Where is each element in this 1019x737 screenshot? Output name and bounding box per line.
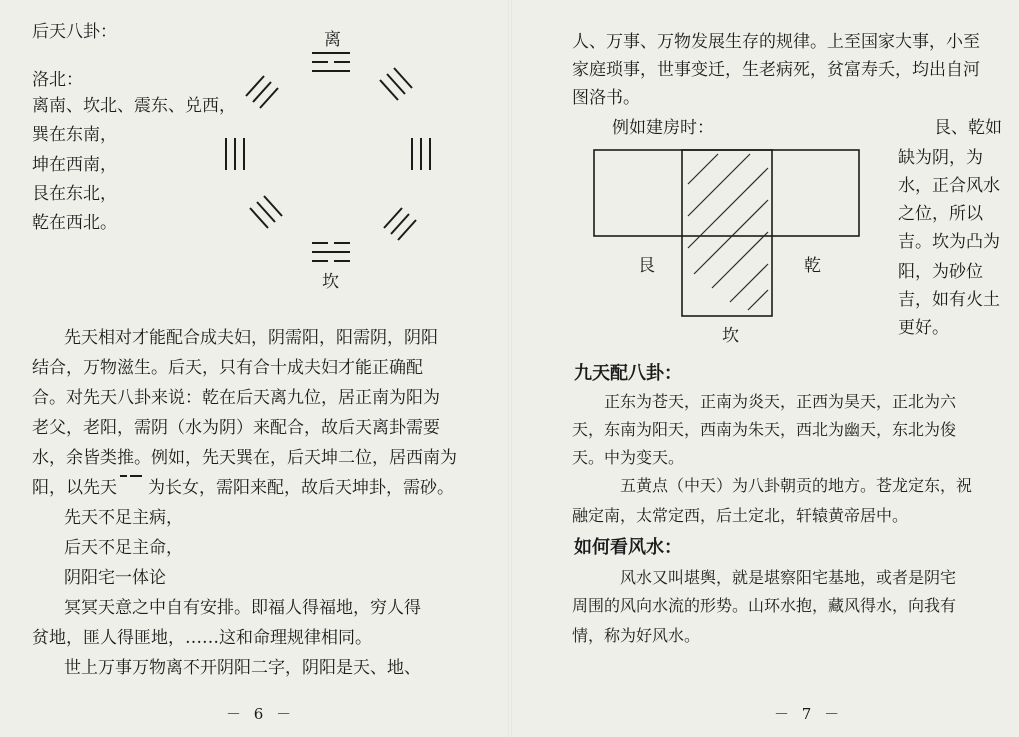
house-label-kan: 坎	[722, 326, 739, 346]
trigram-left	[226, 138, 244, 170]
side-note-line: 水，正合风水	[898, 176, 1000, 196]
right-page	[510, 0, 1019, 737]
luoshu-line: 乾在西北。	[32, 213, 117, 233]
section1-line: 正东为苍天，正南为炎天，正西为昊天，正北为六	[604, 392, 957, 411]
side-note-line: 之位，所以	[898, 204, 983, 224]
example-label: 例如建房时：	[612, 118, 714, 138]
trigram-label-li: 离	[324, 30, 341, 50]
luoshu-line: 离南、坎北、震东、兑西，	[32, 96, 236, 116]
side-note-line: 阳，为砂位	[898, 262, 983, 282]
luoshu-line: 艮在东北，	[32, 184, 117, 204]
house-diagram	[594, 150, 864, 320]
paragraph-line: 先天相对才能配合成夫妇，阴需阳，阳需阴，阴阳	[64, 328, 438, 348]
section1-line: 天。中为变天。	[572, 448, 685, 467]
section1-line: 天，东南为阳天，西南为朱天，西北为幽天，东北为俊	[572, 420, 957, 439]
house-label-gen: 艮	[638, 256, 655, 276]
paragraph-line-part: 阳，以先天	[32, 478, 117, 498]
closing-line: 冥冥天意之中自有安排。即福人得福地，穷人得	[64, 598, 421, 618]
paragraph-line: 结合，万物滋生。后天，只有合十成夫妇才能正确配	[32, 358, 423, 378]
side-note-line: 吉。坎为凸为	[898, 232, 1000, 252]
trigram-kan-bottom	[312, 243, 350, 261]
page-number: － 6 －	[226, 705, 296, 723]
section2-line: 周围的风向水流的形势。山环水抱，藏风得水，向我有	[572, 596, 957, 615]
section2-line: 风水又叫堪舆，就是堪察阳宅基地，或者是阴宅	[620, 568, 957, 587]
closing-line: 贫地，匪人得匪地，……这和命理规律相同。	[32, 628, 372, 648]
paragraph-line: 水，余皆类推。例如，先天巽在，后天坤二位，居西南为	[32, 448, 457, 468]
section1-line: 五黄点（中天）为八卦朝贡的地方。苍龙定东，祝	[620, 476, 973, 495]
trigram-upper-right	[380, 68, 412, 100]
trigram-xun-inline	[120, 474, 146, 488]
page-number: － 7 －	[774, 705, 844, 723]
verse-line: 阴阳宅一体论	[64, 568, 166, 588]
heading-houtian-bagua: 后天八卦：	[32, 22, 117, 42]
luoshu-line: 巽在东南，	[32, 125, 117, 145]
intro-line: 图洛书。	[572, 88, 640, 108]
bagua-diagram	[0, 0, 510, 320]
paragraph-line: 合。对先天八卦来说：乾在后天离九位，居正南为阳为	[32, 388, 440, 408]
verse-line: 先天不足主病，	[64, 508, 183, 528]
side-note-line: 吉，如有火土	[898, 290, 1000, 310]
verse-line: 后天不足主命，	[64, 538, 183, 558]
trigram-lower-right	[384, 208, 416, 240]
luoshu-line: 坤在西南，	[32, 155, 117, 175]
section-title-jiutian: 九天配八卦：	[574, 363, 682, 384]
side-note-line: 艮、乾如	[934, 118, 1002, 138]
paragraph-line-part: 为长女，需阳来配，故后天坤卦，需砂。	[148, 478, 454, 498]
trigram-label-kan: 坎	[322, 272, 339, 292]
paragraph-line: 老父，老阳，需阴（水为阴）来配合，故后天离卦需要	[32, 418, 440, 438]
trigram-li-north-top	[312, 53, 350, 71]
luoshu-title: 洛北：	[32, 70, 83, 90]
side-note-line: 更好。	[898, 318, 949, 338]
intro-line: 人、万事、万物发展生存的规律。上至国家大事，小至	[572, 32, 980, 52]
closing-line: 世上万事万物离不开阴阳二字，阴阳是天、地、	[64, 658, 421, 678]
trigram-right	[412, 138, 430, 170]
trigram-lower-left	[250, 196, 282, 228]
house-label-qian: 乾	[804, 256, 821, 276]
intro-line: 家庭琐事，世事变迁，生老病死，贫富寿夭，均出自河	[572, 60, 980, 80]
section1-line: 融定南，太常定西，后土定北，轩辕黄帝居中。	[572, 506, 909, 525]
side-note-line: 缺为阴，为	[898, 148, 983, 168]
section2-line: 情，称为好风水。	[572, 626, 701, 645]
section-title-fengshui: 如何看风水：	[574, 537, 682, 558]
trigram-upper-left	[246, 76, 278, 108]
